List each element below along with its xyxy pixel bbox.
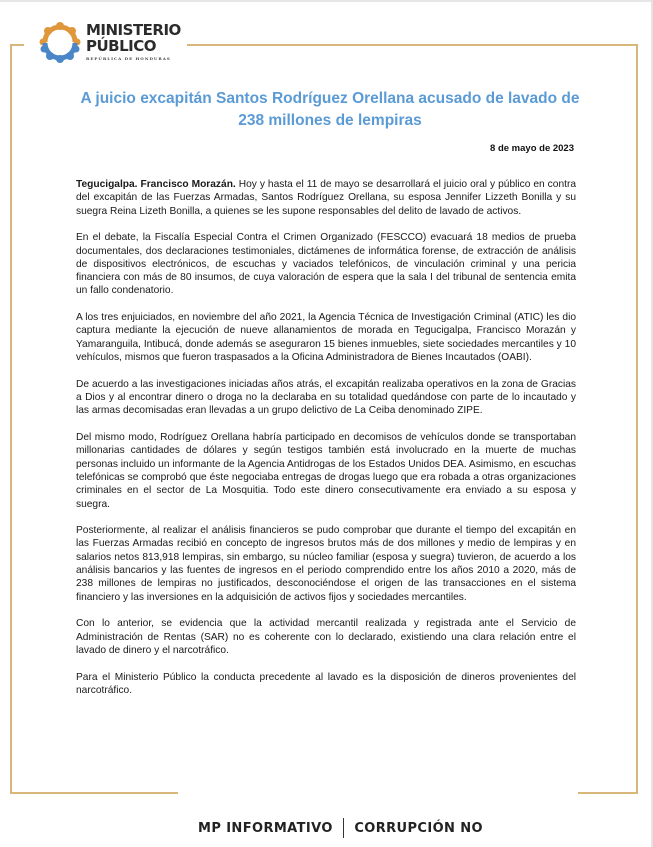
article-paragraph-2: En el debate, la Fiscalía Especial Contra el Crimen Organizado (FESCCO) evacuará 18 medios de prueba documentales, dos declaraciones testimoniales, dictámenes de informática forense, de extracción de análisis de dispositivos electrónicos, de escuchas y vaciados telefónicos, de vinculación criminal y una pericia financiera con más de 80 insumos, de cuya valoración de espera que la sala I del tribunal de sentencia emita un fallo condenatorio. <box>76 232 576 297</box>
logo-text-ministerio: MINISTERIO <box>86 21 181 39</box>
ministerio-publico-people-circle-icon <box>38 20 82 64</box>
article-paragraph-4: De acuerdo a las investigaciones iniciadas años atrás, el excapitán realizaba operativos en la zona de Gracias a Dios y al encontrar dinero o droga no la declaraba en su totalidad quedándose con parte de lo incautado y las armas decomisadas eran llevadas a un grupo delictivo de La Ceiba denominado ZIPE. <box>76 378 576 417</box>
frame-border-bottom-right <box>578 792 638 794</box>
frame-border-top-right <box>187 44 638 46</box>
footer-corrupcion-no: CORRUPCIÓN NO <box>354 820 483 836</box>
logo-subtitle: REPÚBLICA DE HONDURAS <box>86 56 171 61</box>
article-dateline: Tegucigalpa. Francisco Morazán. <box>76 179 236 190</box>
ministerio-publico-logo <box>38 20 181 64</box>
article-paragraph-3: A los tres enjuiciados, en noviembre del año 2021, la Agencia Técnica de Investigación Criminal (ATIC) les dio captura mediante la ejecución de nueve allanamientos de morada en Tegucigalpa, Francisco Morazán y Yamaranguila, Intibucá, donde además se aseguraron 15 bienes inmuebles, siete sociedades mercantiles y 10 vehículos, mismos que fueron traspasados a la Oficina Administradora de Bienes Incautados (OABI). <box>76 312 576 364</box>
article-paragraph-1-text: Hoy y hasta el 11 de mayo se desarrollará el juicio oral y público en contra del excapitán de las Fuerzas Armadas, Santos Rodríguez Orellana, su esposa Jennifer Lizzeth Bonilla y su suegra Reina Lizeth Bonilla, a quienes se les supone responsables del delito de lavado de activos. <box>76 179 576 217</box>
frame-border-right <box>636 44 638 794</box>
article-paragraph-8: Para el Ministerio Público la conducta precedente al lavado es la disposición de dineros provenientes del narcotráfico. <box>76 671 576 696</box>
frame-border-left <box>10 44 12 794</box>
footer-tagline <box>198 818 483 838</box>
article-body <box>76 178 576 711</box>
article-paragraph-7: Con lo anterior, se evidencia que la actividad mercantil realizada y registrada ante el Servicio de Administración de Rentas (SAR) no es coherente con lo declarado, existiendo una clara relación entre el lavado de dinero y el narcotráfico. <box>76 618 576 656</box>
article-paragraph-6: Posteriormente, al realizar el análisis financieros se pudo comprobar que durante el tiempo del excapitán en las Fuerzas Armadas recibió en concepto de ingresos brutos más de dos millones y medio de lempiras y en salarios netos 813,918 lempiras, sin embargo, su núcleo familiar (esposa y suegra) tuvieron, de acuerdo a los análisis bancarios y las fuentes de ingresos en el periodo comprendido entre los años 2010 a 2020, más de 238 millones de lempiras no justificados, desconociéndose el origen de las transacciones en el sistema financiero y las inversiones en la adquisición de activos fijos y sociedades mercantiles. <box>76 525 576 603</box>
logo-text-publico: PÚBLICO <box>86 37 157 55</box>
article-paragraph-5: Del mismo modo, Rodríguez Orellana habría participado en decomisos de vehículos donde se transportaban millonarias cantidades de dólares y según testigos también está involucrado en la muerte de muchas personas incluido un informante de la Agencia Antidrogas de los Estados Unidos DEA. Asimismo, en escuchas telefónicas se comprobó que éste negociaba entregas de drogas luego que era robada a otras organizaciones criminales en el sector de La Mosquitia. Todo este dinero consecutivamente era enviado a su esposa y suegra. <box>76 432 576 510</box>
footer-mp-informativo: MP INFORMATIVO <box>198 820 333 836</box>
frame-border-bottom-left <box>10 792 178 794</box>
frame-border-top-left <box>10 44 24 46</box>
footer-divider <box>343 818 345 838</box>
article-date: 8 de mayo de 2023 <box>490 143 574 154</box>
article-title: A juicio excapitán Santos Rodríguez Orellana acusado de lavado de 238 millones de lempiras <box>80 90 580 130</box>
article-paragraph-1 <box>76 178 576 218</box>
page-top-edge <box>0 0 653 2</box>
